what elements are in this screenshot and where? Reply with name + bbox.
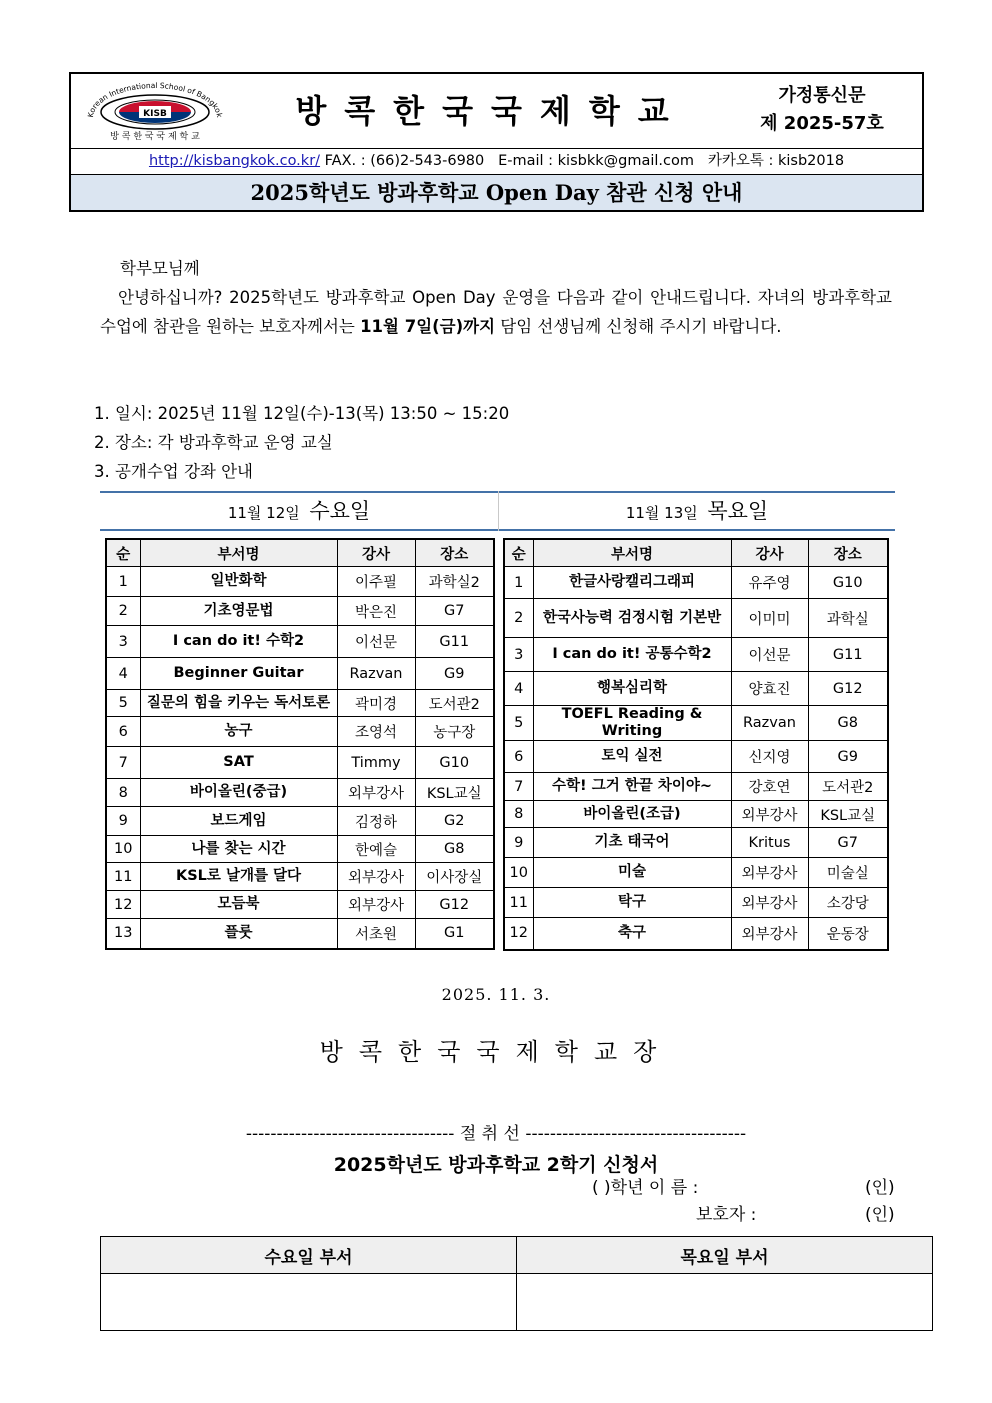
row-room: G11 (808, 638, 888, 672)
row-no: 10 (106, 836, 140, 863)
row-subject: KSL로 날개를 달다 (140, 863, 337, 891)
table-row (106, 747, 494, 779)
row-room: 이사장실 (415, 863, 494, 891)
issue-date: 2025. 11. 3. (441, 985, 551, 1004)
table-row (504, 888, 888, 918)
detail-courses: 3. 공개수업 강좌 안내 (94, 462, 253, 481)
row-teacher: 박은진 (337, 597, 415, 626)
row-teacher: 이선문 (337, 626, 415, 658)
detail-date: 1. 일시: 2025년 11월 12일(수)-13(목) 13:50 ~ 15:20 (94, 404, 510, 423)
newsletter-label-block (742, 82, 902, 138)
row-no: 7 (106, 747, 140, 779)
row-no: 6 (106, 717, 140, 747)
row-room: KSL교실 (415, 779, 494, 807)
row-teacher: Kritus (731, 828, 808, 858)
parent-label: 보호자 : (696, 1205, 757, 1225)
detail-place: 2. 장소: 각 방과후학교 운영 교실 (94, 433, 333, 452)
table-row (106, 779, 494, 807)
table-row (504, 801, 888, 828)
row-room: G10 (415, 747, 494, 779)
row-no: 12 (504, 918, 533, 950)
row-teacher: 곽미경 (337, 690, 415, 717)
table-row (106, 807, 494, 836)
wednesday-date: 11월 12일 (227, 504, 300, 522)
student-seal: (인) (865, 1178, 895, 1198)
row-subject: 농구 (140, 717, 337, 747)
row-room: G7 (808, 828, 888, 858)
row-room: G8 (415, 836, 494, 863)
row-subject: 질문의 힘을 키우는 독서토론 (140, 690, 337, 717)
table-row (106, 567, 494, 597)
row-teacher: Timmy (337, 747, 415, 779)
row-subject: 바이올린(중급) (140, 779, 337, 807)
row-room: G2 (415, 807, 494, 836)
table-row (106, 919, 494, 949)
row-teacher: 유주영 (731, 567, 808, 599)
table-row (504, 672, 888, 706)
row-subject: 일반화학 (140, 567, 337, 597)
form-col-wednesday: 수요일 부서 (101, 1237, 517, 1274)
row-room: 과학실2 (415, 567, 494, 597)
row-no: 8 (106, 779, 140, 807)
col-teacher: 강사 (337, 539, 415, 567)
row-teacher: 양효진 (731, 672, 808, 706)
thursday-rows (504, 567, 888, 950)
form-entry-row (101, 1274, 933, 1331)
newsletter-header (69, 72, 924, 212)
thursday-entry-field[interactable] (517, 1274, 933, 1331)
row-teacher: Razvan (731, 706, 808, 741)
row-no: 1 (504, 567, 533, 599)
row-teacher: 외부강사 (337, 863, 415, 891)
parent-seal: (인) (865, 1205, 895, 1225)
table-row (106, 717, 494, 747)
cut-line-label: 절 취 선 (459, 1124, 520, 1144)
row-no: 5 (106, 690, 140, 717)
thursday-date: 11월 13일 (625, 504, 698, 522)
row-subject: SAT (140, 747, 337, 779)
row-no: 5 (504, 706, 533, 741)
table-row (504, 599, 888, 638)
row-room: G9 (415, 658, 494, 690)
student-name-line (592, 1176, 895, 1200)
row-subject: I can do it! 수학2 (140, 626, 337, 658)
newsletter-label: 가정통신문 (778, 85, 866, 106)
row-no: 11 (504, 888, 533, 918)
row-room: 소강당 (808, 888, 888, 918)
wednesday-rows (106, 567, 494, 949)
row-teacher: 외부강사 (337, 891, 415, 919)
row-no: 7 (504, 773, 533, 801)
row-teacher: 외부강사 (731, 888, 808, 918)
table-row (106, 891, 494, 919)
fax: FAX. : (66)2-543-6980 (324, 153, 485, 169)
school-logo (79, 78, 231, 142)
row-teacher: 이미미 (731, 599, 808, 638)
row-no: 11 (106, 863, 140, 891)
issue-number: 제 2025-57호 (760, 113, 884, 134)
row-subject: 토익 실전 (533, 741, 731, 773)
greeting: 학부모님께 (120, 259, 200, 278)
row-no: 3 (504, 638, 533, 672)
row-room: KSL교실 (808, 801, 888, 828)
row-subject: Beginner Guitar (140, 658, 337, 690)
row-teacher: 외부강사 (731, 918, 808, 950)
row-subject: 플룻 (140, 919, 337, 949)
wednesday-schedule-table (105, 538, 495, 950)
row-room: G11 (415, 626, 494, 658)
day-header-thursday (499, 491, 895, 531)
svg-text:방 콕 한 국 국 제 학 교: 방 콕 한 국 국 제 학 교 (110, 132, 200, 142)
col-subject: 부서명 (533, 539, 731, 567)
table-header-row (106, 539, 494, 567)
col-subject: 부서명 (140, 539, 337, 567)
cut-line-dashes-right: ------------------------------------ (525, 1124, 747, 1144)
table-row (106, 863, 494, 891)
kakao-id: 카카오톡 : kisb2018 (707, 153, 845, 169)
table-row (106, 626, 494, 658)
row-teacher: 서초원 (337, 919, 415, 949)
school-name: 방콕한국국제학교 (295, 92, 687, 130)
row-no: 2 (504, 599, 533, 638)
cut-line (146, 1119, 846, 1144)
row-no: 9 (106, 807, 140, 836)
row-room: 과학실 (808, 599, 888, 638)
row-room: G7 (415, 597, 494, 626)
table-row (504, 567, 888, 599)
row-room: G10 (808, 567, 888, 599)
row-room: G8 (808, 706, 888, 741)
row-teacher: 외부강사 (731, 858, 808, 888)
row-subject: 기초 태국어 (533, 828, 731, 858)
row-room: G12 (808, 672, 888, 706)
email: E-mail : kisbkk@gmail.com (498, 153, 694, 169)
row-teacher: 신지영 (731, 741, 808, 773)
application-form-table (100, 1236, 933, 1331)
row-no: 9 (504, 828, 533, 858)
table-row (106, 690, 494, 717)
row-no: 4 (106, 658, 140, 690)
intro-deadline: 11월 7일(금)까지 (360, 317, 496, 336)
row-room: 농구장 (415, 717, 494, 747)
row-room: G12 (415, 891, 494, 919)
day-header-wednesday (100, 491, 498, 531)
row-subject: 탁구 (533, 888, 731, 918)
parent-name-line (696, 1203, 895, 1227)
col-teacher: 강사 (731, 539, 808, 567)
svg-text:Korean International School of: Korean International School of Bangkok (85, 80, 225, 119)
col-no: 순 (106, 539, 140, 567)
header-top-row (71, 74, 922, 149)
table-row (504, 741, 888, 773)
col-room: 장소 (415, 539, 494, 567)
row-no: 6 (504, 741, 533, 773)
table-header-row (504, 539, 888, 567)
row-teacher: 한예슬 (337, 836, 415, 863)
row-teacher: 조영석 (337, 717, 415, 747)
thursday-weekday: 목요일 (707, 499, 769, 523)
row-subject: 수학! 그거 한끝 차이야~ (533, 773, 731, 801)
row-room: 미술실 (808, 858, 888, 888)
row-subject: I can do it! 공통수학2 (533, 638, 731, 672)
table-row (106, 597, 494, 626)
row-subject: 모듬북 (140, 891, 337, 919)
row-subject: 기초영문법 (140, 597, 337, 626)
row-subject: 바이올린(조급) (533, 801, 731, 828)
row-teacher: 외부강사 (731, 801, 808, 828)
website-link[interactable]: http://kisbangkok.co.kr/ (148, 153, 321, 169)
form-col-thursday: 목요일 부서 (517, 1237, 933, 1274)
row-teacher: Razvan (337, 658, 415, 690)
row-teacher: 외부강사 (337, 779, 415, 807)
form-header-row (101, 1237, 933, 1274)
row-no: 1 (106, 567, 140, 597)
wednesday-entry-field[interactable] (101, 1274, 517, 1331)
row-room: G9 (808, 741, 888, 773)
principal-signature: 방콕한국국제학교장 (319, 1038, 673, 1066)
row-subject: TOEFL Reading & Writing (533, 706, 731, 741)
table-row (504, 828, 888, 858)
row-teacher: 강호연 (731, 773, 808, 801)
row-room: 도서관2 (415, 690, 494, 717)
row-subject: 보드게임 (140, 807, 337, 836)
row-subject: 한국사능력 검정시험 기본반 (533, 599, 731, 638)
row-subject: 행복심리학 (533, 672, 731, 706)
row-subject: 한글사랑캘리그래피 (533, 567, 731, 599)
row-no: 4 (504, 672, 533, 706)
col-room: 장소 (808, 539, 888, 567)
table-row (504, 706, 888, 741)
table-row (504, 858, 888, 888)
thursday-schedule-table (503, 538, 889, 951)
row-subject: 미술 (533, 858, 731, 888)
row-teacher: 이선문 (731, 638, 808, 672)
row-no: 13 (106, 919, 140, 949)
row-room: G1 (415, 919, 494, 949)
table-row (504, 773, 888, 801)
row-teacher: 김정하 (337, 807, 415, 836)
wednesday-weekday: 수요일 (309, 499, 371, 523)
grade-name-label: ( )학년 이 름 : (592, 1178, 699, 1198)
row-no: 10 (504, 858, 533, 888)
row-subject: 축구 (533, 918, 731, 950)
intro-text-before: 안녕하십니까? 2025학년도 방과후학교 Open Day 운영을 다음과 같이 안내드립니다. 자녀의 방과후학교 수업에 참관을 원하는 보호자께서는 (100, 288, 892, 336)
form-title: 2025학년도 방과후학교 2학기 신청서 (333, 1154, 659, 1176)
contact-line (71, 148, 922, 175)
row-room: 도서관2 (808, 773, 888, 801)
intro-paragraph (100, 283, 892, 341)
svg-text:KISB: KISB (143, 109, 167, 119)
row-no: 3 (106, 626, 140, 658)
row-no: 2 (106, 597, 140, 626)
table-row (106, 836, 494, 863)
row-teacher: 이주필 (337, 567, 415, 597)
row-subject: 나를 찾는 시간 (140, 836, 337, 863)
row-no: 12 (106, 891, 140, 919)
col-no: 순 (504, 539, 533, 567)
row-room: 운동장 (808, 918, 888, 950)
row-no: 8 (504, 801, 533, 828)
document-subtitle: 2025학년도 방과후학교 Open Day 참관 신청 안내 (71, 175, 922, 210)
table-row (106, 658, 494, 690)
cut-line-dashes-left: ---------------------------------- (245, 1124, 455, 1144)
table-row (504, 918, 888, 950)
table-row (504, 638, 888, 672)
intro-text-after: 담임 선생님께 신청해 주시기 바랍니다. (495, 317, 782, 336)
